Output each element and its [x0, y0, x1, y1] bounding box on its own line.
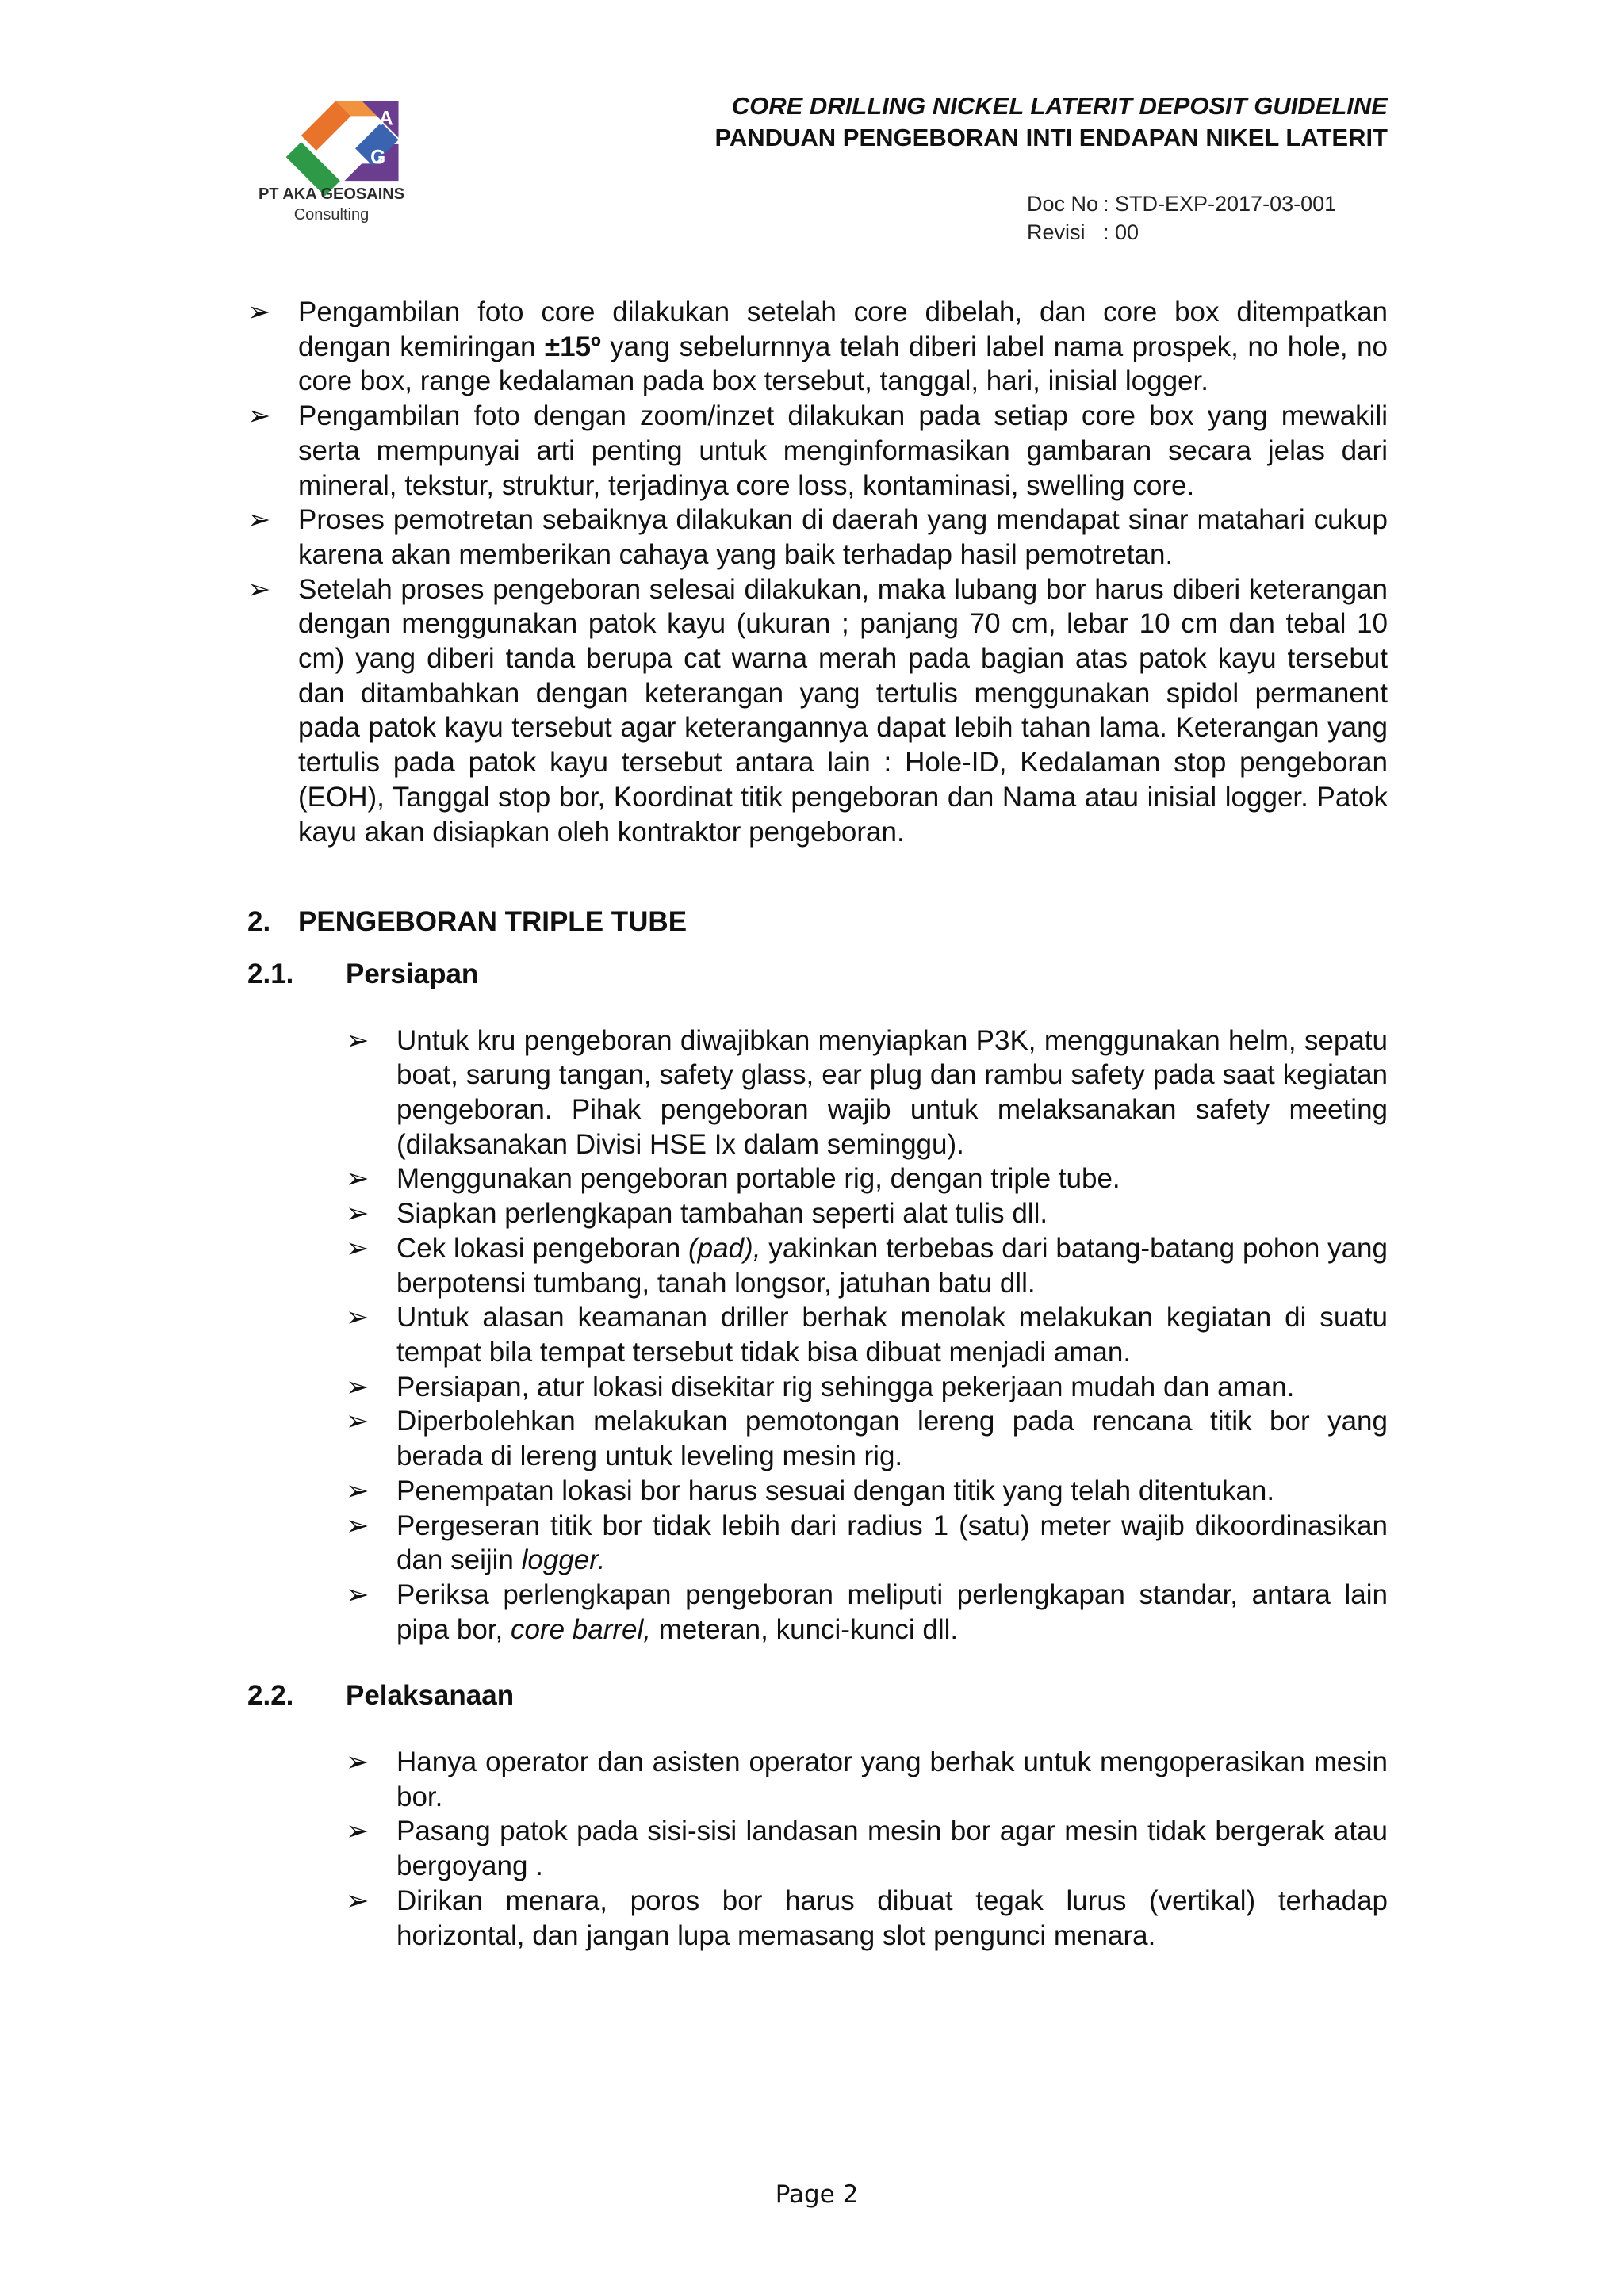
revisi-label: Revisi: [1027, 220, 1086, 244]
arrow-bullet-icon: ➢: [346, 1198, 370, 1230]
list-item: ➢ Penempatan lokasi bor harus sesuai dengan titik yang telah ditentukan.: [346, 1474, 1388, 1509]
arrow-bullet-icon: ➢: [346, 1510, 370, 1541]
list-item: ➢ Persiapan, atur lokasi disekitar rig sehingga pekerjaan mudah dan aman.: [346, 1370, 1388, 1405]
list-item: ➢ Untuk alasan keamanan driller berhak menolak melakukan kegiatan di suatu tempat bila tempat tersebut tidak bisa dibuat menjadi aman.: [346, 1302, 1388, 1368]
revisi-value: : 00: [1103, 220, 1139, 244]
arrow-bullet-icon: ➢: [346, 1232, 370, 1264]
arrow-bullet-icon: ➢: [247, 504, 271, 536]
list-item: ➢ Proses pemotretan sebaiknya dilakukan di daerah yang mendapat sinar matahari cukup karena akan memberikan cahaya yang baik terhadap hasil pemotretan.: [247, 504, 1388, 570]
document-title-english: CORE DRILLING NICKEL LATERIT DEPOSIT GUIDELINE: [731, 92, 1388, 120]
aka-geosains-logo-icon: [276, 79, 435, 198]
persiapan-list: [346, 1024, 1388, 1647]
doc-no-label: Doc No: [1027, 192, 1099, 216]
document-info: [1027, 189, 1336, 247]
list-item: ➢ Pergeseran titik bor tidak lebih dari radius 1 (satu) meter wajib dikoordinasikan dan seijin logger.: [346, 1510, 1388, 1576]
list-item: ➢ Setelah proses pengeboran selesai dilakukan, maka lubang bor harus diberi keterangan dengan menggunakan patok kayu (ukuran ; panjang 70 cm, lebar 10 cm dan tebal 10 cm) yang diberi tanda berupa cat warna merah pada bagian atas patok kayu tersebut dan ditambahkan dengan keterangan yang tertulis menggunakan spidol permanent pada patok kayu tersebut agar keterangannya dapat lebih tahan lama. Keterangan yang tertulis pada patok kayu tersebut antara lain : Hole-ID, Kedalaman stop pengeboran (EOH), Tanggal stop bor, Koordinat titik pengeboran dan Nama atau inisial logger. Patok kayu akan disiapkan oleh kontraktor pengeboran.: [247, 573, 1388, 848]
arrow-bullet-icon: ➢: [346, 1747, 370, 1778]
arrow-bullet-icon: ➢: [346, 1816, 370, 1847]
document-title-indonesian: PANDUAN PENGEBORAN INTI ENDAPAN NIKEL LATERIT: [714, 124, 1388, 151]
svg-text:G: G: [370, 147, 386, 169]
arrow-bullet-icon: ➢: [247, 400, 271, 432]
svg-text:A: A: [379, 108, 393, 130]
arrow-bullet-icon: ➢: [346, 1578, 370, 1610]
arrow-bullet-icon: ➢: [346, 1885, 370, 1916]
list-item: ➢ Untuk kru pengeboran diwajibkan menyiapkan P3K, menggunakan helm, sepatu boat, sarung tangan, safety glass, ear plug dan rambu safety pada saat kegiatan pengeboran. Pihak pengeboran wajib untuk melaksanakan safety meeting (dilaksanakan Divisi HSE Ix dalam seminggu).: [346, 1024, 1388, 1160]
arrow-bullet-icon: ➢: [346, 1302, 370, 1334]
section-2-heading: 2. PENGEBORAN TRIPLE TUBE: [247, 906, 688, 938]
arrow-bullet-icon: ➢: [247, 297, 271, 327]
doc-number-row: [1027, 189, 1336, 218]
list-item: ➢ Menggunakan pengeboran portable rig, dengan triple tube.: [346, 1161, 1388, 1196]
page-content: [247, 295, 1388, 1953]
list-item: ➢ Pasang patok pada sisi-sisi landasan mesin bor agar mesin tidak bergerak atau bergoyang .: [346, 1816, 1388, 1882]
list-item: ➢ Siapkan perlengkapan tambahan seperti alat tulis dll.: [346, 1196, 1388, 1231]
list-item: ➢ Diperbolehkan melakukan pemotongan lereng pada rencana titik bor yang berada di lereng untuk leveling mesin rig.: [346, 1406, 1388, 1472]
revision-row: [1027, 218, 1336, 247]
list-item: ➢ Periksa perlengkapan pengeboran meliputi perlengkapan standar, antara lain pipa bor, core barrel, meteran, kunci-kunci dll.: [346, 1578, 1388, 1645]
section-2-2-heading: 2.2. Pelaksanaan: [247, 1680, 515, 1712]
pelaksanaan-list: [346, 1745, 1388, 1953]
arrow-bullet-icon: ➢: [247, 573, 271, 605]
list-item: ➢ Pengambilan foto core dilakukan setelah core dibelah, dan core box ditempatkan dengan kemiringan ±15º yang sebelurnnya telah diberi label nama prospek, no hole, no core box, range kedalaman pada box tersebut, tanggal, hari, inisial logger.: [247, 297, 1388, 397]
list-item: ➢ Hanya operator dan asisten operator yang berhak untuk mengoperasikan mesin bor.: [346, 1747, 1388, 1812]
section-2-1-heading: 2.1. Persiapan: [247, 958, 479, 989]
top-bullet-list: [247, 295, 1388, 849]
list-item: ➢ Dirikan menara, poros bor harus dibuat tegak lurus (vertikal) terhadap horizontal, dan jangan lupa memasang slot pengunci menara.: [346, 1885, 1388, 1951]
arrow-bullet-icon: ➢: [346, 1163, 370, 1195]
arrow-bullet-icon: ➢: [346, 1406, 370, 1437]
page-number: Page 2: [775, 2180, 859, 2209]
doc-no-value: : STD-EXP-2017-03-001: [1103, 192, 1337, 216]
company-subtitle: Consulting: [293, 206, 370, 224]
arrow-bullet-icon: ➢: [346, 1371, 370, 1402]
list-item: ➢ Cek lokasi pengeboran (pad), yakinkan terbebas dari batang-batang pohon yang berpotensi tumbang, tanah longsor, jatuhan batu dll.: [346, 1232, 1388, 1299]
list-item: ➢ Pengambilan foto dengan zoom/inzet dilakukan pada setiap core box yang mewakili serta mempunyai arti penting untuk menginformasikan gambaran secara jelas dari mineral, tekstur, struktur, terjadinya core loss, kontaminasi, swelling core.: [247, 400, 1388, 501]
arrow-bullet-icon: ➢: [346, 1475, 370, 1506]
company-logo: [252, 79, 411, 238]
company-name: PT AKA GEOSAINS: [258, 186, 405, 203]
arrow-bullet-icon: ➢: [346, 1024, 370, 1056]
